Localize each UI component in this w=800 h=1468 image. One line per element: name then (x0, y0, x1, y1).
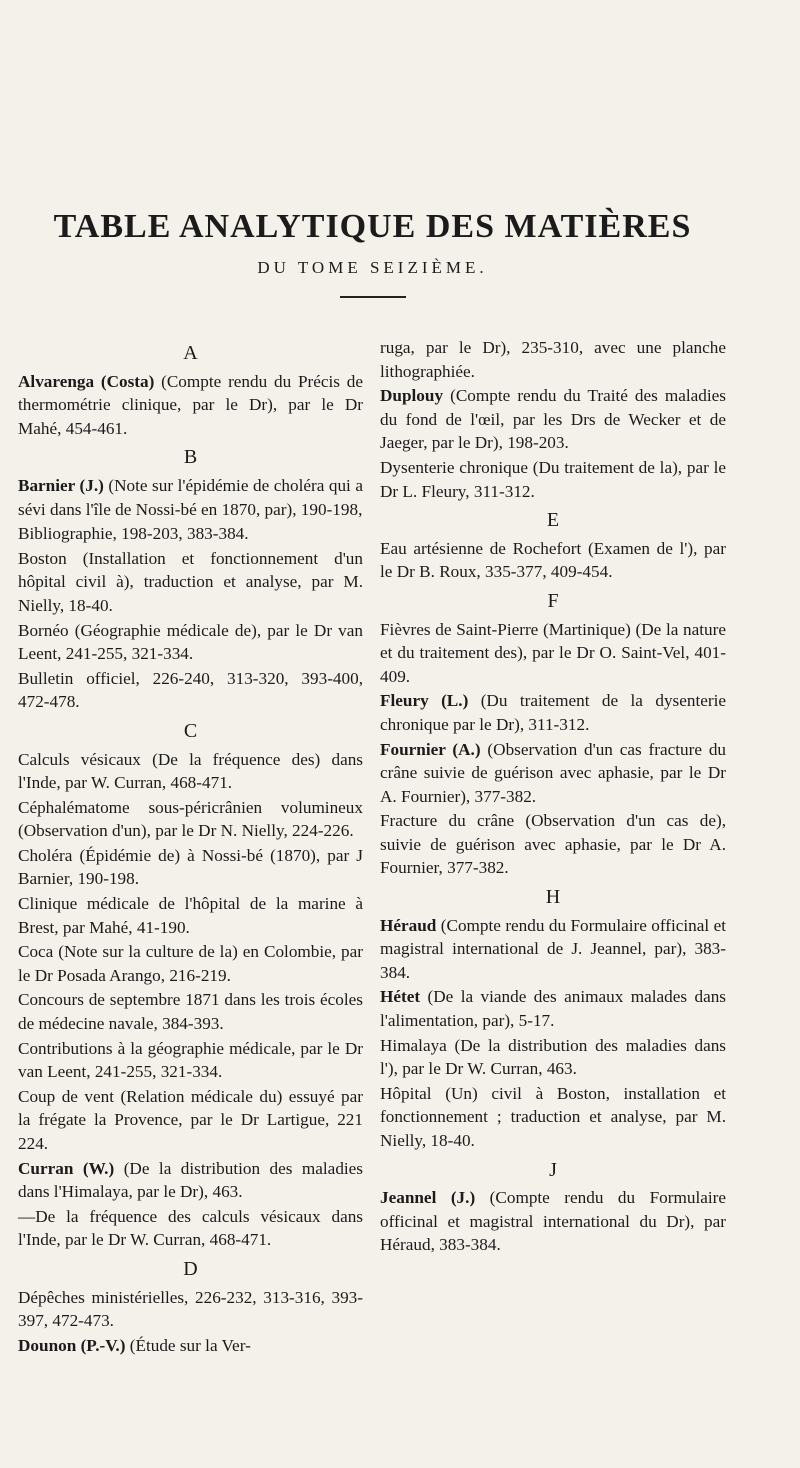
entry-text: Himalaya (De la distribution des maladies dans l'), par le Dr W. Curran, 463. (380, 1035, 726, 1079)
entry-text: Dépêches ministérielles, 226-232, 313-316, 393-397, 472-473. (18, 1287, 363, 1331)
entry-text: Bornéo (Géographie médicale de), par le Dr van Leent, 241-255, 321-334. (18, 620, 363, 664)
index-column-right (380, 336, 726, 1258)
entry-text: Coup de vent (Relation médicale du) essuyé par la frégate la Provence, par le Dr Lartigue, 221 224. (18, 1086, 363, 1153)
entry-author: Fleury (L.) (380, 691, 469, 711)
entry-text: ruga, par le Dr), 235-310, avec une planche lithographiée. (380, 338, 726, 381)
entry-text: Concours de septembre 1871 dans les trois écoles de médecine navale, 384-393. (18, 990, 363, 1034)
page-subtitle: DU TOME SEIZIÈME. (257, 258, 488, 277)
section-letter: F (547, 589, 559, 612)
entry-text: Clinique médicale de l'hôpital de la marine à Brest, par Mahé, 41-190. (18, 894, 363, 937)
index-entry (18, 940, 363, 987)
entry-text: Coca (Note sur la culture de la) en Colombie, par le Dr Posada Arango, 216-219. (18, 942, 363, 985)
entry-text: Bulletin officiel, 226-240, 313-320, 393-400, 472-478. (18, 668, 363, 712)
entry-author: Alvarenga (Costa) (18, 371, 155, 391)
entry-text: Eau artésienne de Rochefort (Examen de l'), par le Dr B. Roux, 335-377, 409-454. (380, 538, 726, 582)
index-entry (380, 689, 726, 736)
index-entry (18, 1157, 363, 1204)
index-entry (380, 1186, 726, 1257)
entry-text: (Compte rendu du Précis de thermométrie clinique, par le Dr), par le Dr Mahé, 454-461. (18, 371, 363, 438)
entry-text: (Observation d'un cas fracture du crâne suivie de guérison avec aphasie, par le Dr A. Fournier), 377-382. (380, 739, 727, 806)
index-entry (18, 988, 363, 1035)
entry-text: Fièvres de Saint-Pierre (Martinique) (De la nature et du traitement des), par le Dr O. Saint-Vel, 401-409. (380, 619, 726, 686)
entry-text: Bibliographie, 198-203, 383-384. (18, 524, 249, 544)
index-entry (380, 809, 726, 880)
index-entry (18, 1286, 363, 1333)
index-entry (380, 336, 726, 383)
entry-text: Contributions à la géographie médicale, par le Dr van Leent, 241-255, 321-334. (18, 1038, 363, 1082)
entry-text: (Note sur l'épidémie de choléra qui a sévi dans l'île de Nossi-bé en 1870, par), 190-198, (18, 475, 363, 519)
entry-author: Dounon (P.-V.) (18, 1335, 126, 1355)
entry-author: Jeannel (J.) (380, 1188, 476, 1208)
entry-text: Calculs vésicaux (De la fréquence des) dans l'Inde, par W. Curran, 468-471. (18, 749, 363, 793)
index-entry (18, 892, 363, 939)
entry-text: (Du traitement de la dysenterie chronique par le Dr), 311-312. (380, 691, 726, 734)
entry-text: Fracture du crâne (Observation d'un cas de), suivie de guérison avec aphasie, par le Dr A. Fournier, 377-382. (380, 811, 726, 878)
entry-text: (Étude sur la Ver- (125, 1335, 251, 1355)
entry-text: Hôpital (Un) civil à Boston, installation et fonctionnement ; traduction et analyse, par M. Nielly, 18-40. (380, 1083, 726, 1150)
index-entry (18, 522, 363, 546)
entry-text: Choléra (Épidémie de) à Nossi-bé (1870), par J Barnier, 190-198. (18, 845, 363, 889)
index-column-left (18, 336, 363, 1358)
entry-text: (Compte rendu du Formulaire officinal et magistral international de J. Jeannel, par), 383-384. (380, 915, 726, 982)
section-letter: A (183, 342, 198, 364)
entry-author: Duplouy (380, 386, 444, 406)
index-entry (380, 384, 726, 455)
entry-text: (Compte rendu du Traité des maladies du fond de l'œil, par les Drs de Wecker et de Jaeger, par le Dr), 198-203. (380, 386, 726, 453)
section-letter: H (545, 886, 561, 909)
index-entry (18, 844, 363, 891)
index-entry (18, 748, 363, 795)
index-entry (18, 1334, 363, 1358)
index-entry (18, 619, 363, 666)
index-entry (380, 985, 726, 1032)
index-entry (380, 1034, 726, 1081)
index-entry (18, 474, 363, 521)
index-entry (380, 537, 726, 584)
entry-text: Boston (Installation et fonctionnement d'un hôpital civil à), traduction et analyse, par M. Nielly, 18-40. (18, 548, 363, 615)
index-entry (18, 796, 363, 843)
index-entry (18, 1085, 363, 1156)
entry-author: Hétet (380, 987, 421, 1007)
index-entry (380, 618, 726, 689)
entry-author: Héraud (380, 915, 437, 935)
index-entry (380, 914, 726, 985)
index-entry (380, 1082, 726, 1153)
bleed-through-text (470, 62, 780, 77)
section-letter: J (549, 1158, 557, 1181)
index-entry (380, 456, 726, 503)
section-letter: D (183, 1257, 198, 1280)
entry-author: Fournier (A.) (380, 739, 481, 759)
entry-text: Céphalématome sous-péricrânien volumineux (Observation d'un), par le Dr N. Nielly, 224-226. (18, 797, 363, 841)
index-entry (18, 547, 363, 618)
entry-text: Dysenterie chronique (Du traitement de la), par le Dr L. Fleury, 311-312. (380, 457, 726, 501)
section-letter: C (183, 719, 198, 742)
index-entry (18, 370, 363, 441)
entry-text: (De la viande des animaux malades dans l'alimentation, par), 5-17. (380, 987, 726, 1031)
entry-text: (Compte rendu du Formulaire officinal et magistral international du Dr), par Héraud, 383-384. (380, 1188, 726, 1255)
section-letter: B (183, 446, 198, 469)
index-entry (18, 667, 363, 714)
index-entry (18, 1205, 363, 1252)
index-entry (18, 1037, 363, 1084)
entry-text: (De la distribution des maladies dans l'Himalaya, par le Dr), 463. (18, 1158, 363, 1202)
page-title: TABLE ANALYTIQUE DES MATIÈRES (53, 208, 692, 245)
title-divider (340, 296, 406, 298)
index-entry (380, 738, 726, 809)
entry-text: —De la fréquence des calculs vésicaux dans l'Inde, par le Dr W. Curran, 468-471. (18, 1206, 363, 1250)
entry-author: Curran (W.) (18, 1158, 115, 1178)
entry-author: Barnier (J.) (18, 475, 104, 495)
section-letter: E (546, 509, 560, 532)
